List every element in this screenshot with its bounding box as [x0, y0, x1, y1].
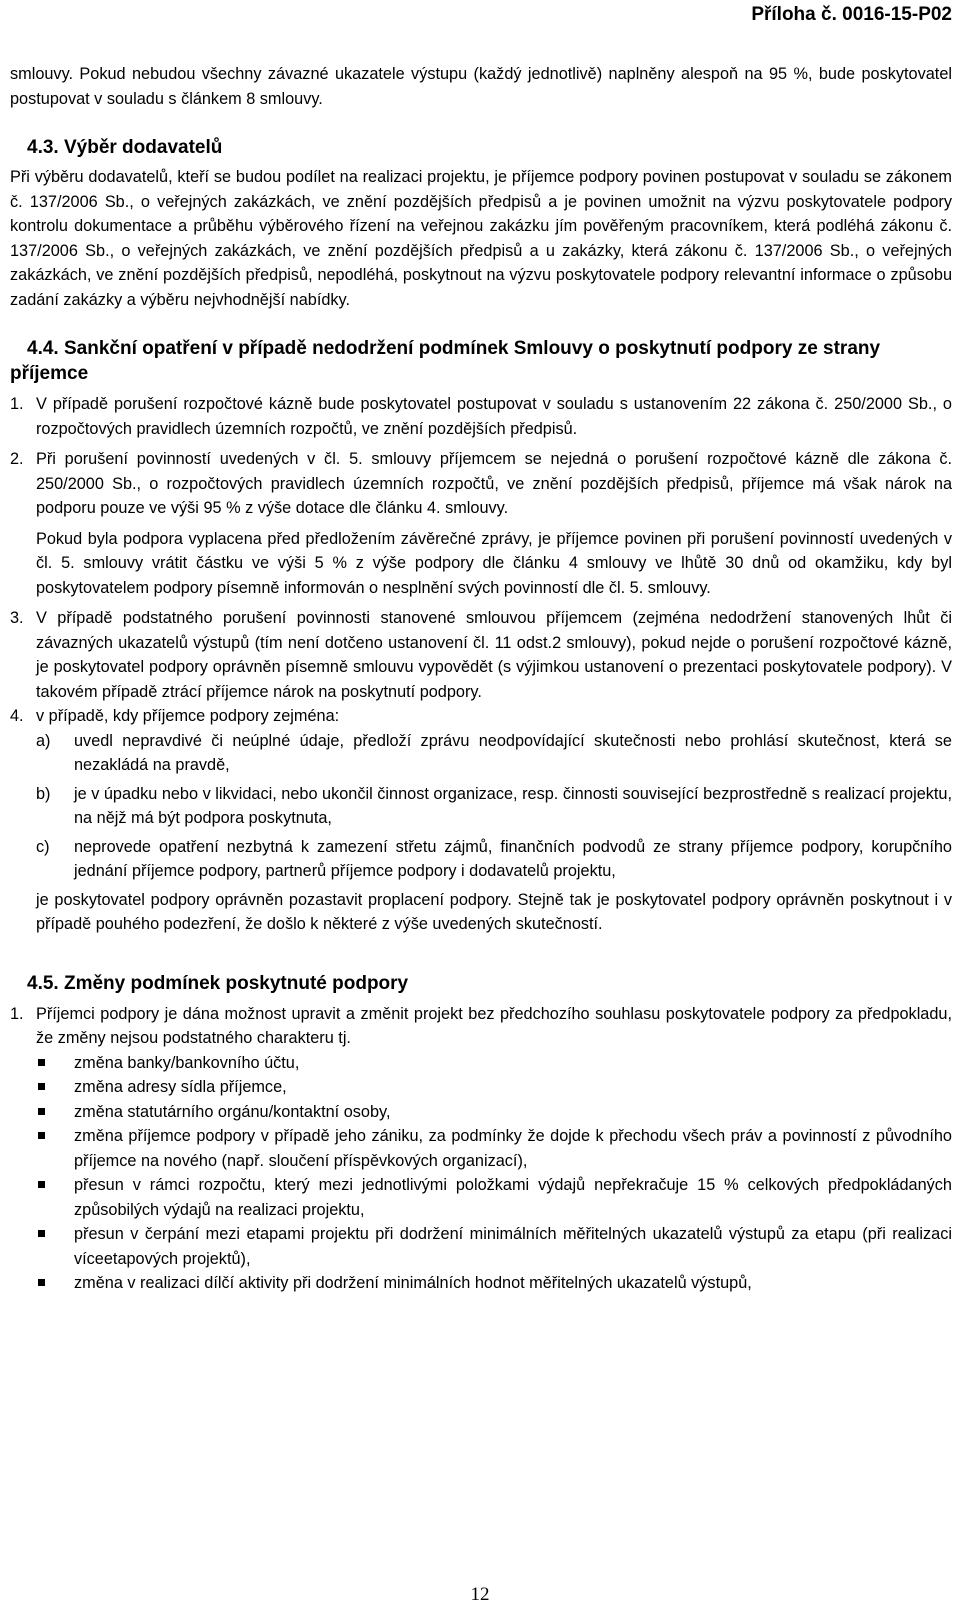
bullet-item [36, 1222, 952, 1271]
item-text: V případě porušení rozpočtové kázně bude poskytovatel postupovat v souladu s ustanovením 22 zákona č. 250/2000 Sb., o rozpočtových pravidlech územních rozpočtů, ve znění pozdějších předpisů. [36, 395, 952, 438]
section-4-4-heading [10, 336, 952, 386]
sub-item-text: je v úpadku nebo v likvidaci, nebo ukončil činnost organizace, resp. činnosti související bezprostředně s realizací projektu, na nějž má být podpora poskytnuta, [74, 784, 952, 827]
item-text: V případě podstatného porušení povinnosti stanovené smlouvou příjemcem (zejména nedodržení stanovených lhůt či závazných ukazatelů výstupů (tím není dotčeno ustanovení čl. 11 odst.2 smlouvy), pokud nejde o porušení rozpočtové kázně, je poskytovatel podpory oprávněn písemně smlouvu vypovědět (s výjimkou ustanovení o prezentaci poskytovatele podpory). V takovém případě ztrácí příjemce nárok na poskytnutí podpory. [36, 609, 952, 701]
bullet-text: změna v realizaci dílčí aktivity při dodržení minimálních hodnot měřitelných ukazatelů výstupů, [74, 1274, 752, 1292]
page-number: 12 [470, 1584, 490, 1605]
sub-item-text: uvedl nepravdivé či neúplné údaje, předloží zprávu neodpovídající skutečnosti nebo prohlásí skutečnost, která se nezakládá na pravdě, [74, 731, 952, 774]
bullet-item [36, 1173, 952, 1222]
item-number: 2. [10, 450, 24, 468]
document-body [10, 62, 952, 1296]
closing-paragraph: je poskytovatel podpory oprávněn pozastavit proplacení podpory. Stejně tak je poskytovatel podpory oprávněn poskytnout i v případě pouhého podezření, že došlo k některé z výše uvedených skutečností. [36, 890, 952, 933]
square-bullet-icon [38, 1181, 45, 1188]
sub-item [36, 835, 952, 884]
bullet-text: změna banky/bankovního účtu, [74, 1053, 300, 1072]
sub-item-label: b) [36, 784, 51, 803]
bullet-item [36, 1124, 952, 1173]
bullet-text: přesun v rámci rozpočtu, který mezi jednotlivými položkami výdajů nepřekračuje 15 % celkových předpokládaných způsobilých výdajů na realizaci projektu, [74, 1176, 952, 1219]
sub-item-label: c) [36, 837, 50, 856]
item-extra-text: Pokud byla podpora vyplacena před předložením závěrečné zprávy, je příjemce povinen při porušení povinností uvedených v čl. 5. smlouvy vrátit částku ve výši 5 % z výše podpory dle článku 4 smlouvy ve lhůtě 30 dnů od okamžiku, kdy byl poskytovatelem podpory písemně informován o nesplnění svých povinností dle čl. 5. smlouvy. [36, 529, 952, 597]
sub-item [36, 729, 952, 778]
bullet-text: změna statutárního orgánu/kontaktní osoby, [74, 1102, 391, 1121]
attachment-header: Příloha č. 0016-15-P02 [751, 4, 952, 25]
list-item [10, 447, 952, 600]
intro-paragraph: smlouvy. Pokud nebudou všechny závazné ukazatele výstupu (každý jednotlivě) naplněny alespoň na 95 %, bude poskytovatel postupovat v souladu s článkem 8 smlouvy. [10, 65, 952, 108]
section-4-4-number: 4.4. [27, 338, 59, 359]
square-bullet-icon [38, 1083, 45, 1090]
item-number: 3. [10, 609, 24, 627]
square-bullet-icon [38, 1279, 45, 1286]
section-4-4-title: Sankční opatření v případě nedodržení podmínek Smlouvy o poskytnutí podpory ze strany příjemce [10, 338, 881, 384]
bullet-item [36, 1100, 952, 1125]
square-bullet-icon [38, 1132, 45, 1139]
item-number: 4. [10, 707, 24, 725]
bullet-text: změna adresy sídla příjemce, [74, 1078, 287, 1096]
list-item [10, 704, 952, 937]
sub-item [36, 782, 952, 831]
list-item [10, 606, 952, 704]
item-number: 1. [10, 1004, 24, 1023]
sub-item-text: neprovede opatření nezbytná k zamezení střetu zájmů, finančních podvodů ze strany příjemce podpory, korupčního jednání příjemce podpory, partnerů příjemce podpory i dodavatelů projektu, [74, 837, 952, 880]
item-number: 1. [10, 395, 24, 413]
section-4-5-heading: 4.5. Změny podmínek poskytnuté podpory [27, 972, 409, 994]
list-item [10, 392, 952, 441]
bullet-text: změna příjemce podpory v případě jeho zániku, za podmínky že dojde k přechodu všech práv a povinností z původního příjemce na nového (např. sloučení příspěvkových organizací), [74, 1127, 952, 1170]
bullet-item [36, 1075, 952, 1100]
item-text: Příjemci podpory je dána možnost upravit a změnit projekt bez předchozího souhlasu poskytovatele podpory za předpokladu, že změny nejsou podstatného charakteru tj. [36, 1004, 952, 1047]
sub-item-label: a) [36, 731, 51, 750]
list-item [10, 1002, 952, 1051]
square-bullet-icon [38, 1230, 45, 1237]
bullet-item [36, 1051, 952, 1076]
bullet-item [36, 1271, 952, 1296]
section-4-3-text: Při výběru dodavatelů, kteří se budou podílet na realizaci projektu, je příjemce podpory povinen postupovat v souladu se zákonem č. 137/2006 Sb., o veřejných zakázkách, ve znění pozdějších předpisů a je povinen umožnit na výzvu poskytovatele podpory kontrolu dokumentace a průběhu výběrového řízení na veřejnou zakázku jím pověřeným pracovníkem, která podléhá zákonu č. 137/2006 Sb., o veřejných zakázkách, ve znění pozdějších předpisů a u zakázky, která zákonu č. 137/2006 Sb., o veřejných zakázkách, ve znění pozdějších předpisů, nepodléhá, poskytnout na výzvu poskytovatele podpory relevantní informace o způsobu zadání zakázky a výběru nejvhodnější nabídky. [10, 168, 952, 309]
section-4-3-heading: 4.3. Výběr dodavatelů [27, 137, 223, 158]
item-text: v případě, kdy příjemce podpory zejména: [36, 707, 340, 725]
square-bullet-icon [38, 1108, 45, 1115]
bullet-text: přesun v čerpání mezi etapami projektu při dodržení minimálních měřitelných ukazatelů výstupů za etapu (při realizaci víceetapových projektů), [74, 1225, 952, 1268]
item-text: Při porušení povinností uvedených v čl. 5. smlouvy příjemcem se nejedná o porušení rozpočtové kázně dle zákona č. 250/2000 Sb., o rozpočtových pravidlech územních rozpočtů, ve znění pozdějších předpisů, příjemce má však nárok na podporu pouze ve výši 95 % z výše dotace dle článku 4. smlouvy. [36, 450, 952, 517]
square-bullet-icon [38, 1059, 45, 1066]
